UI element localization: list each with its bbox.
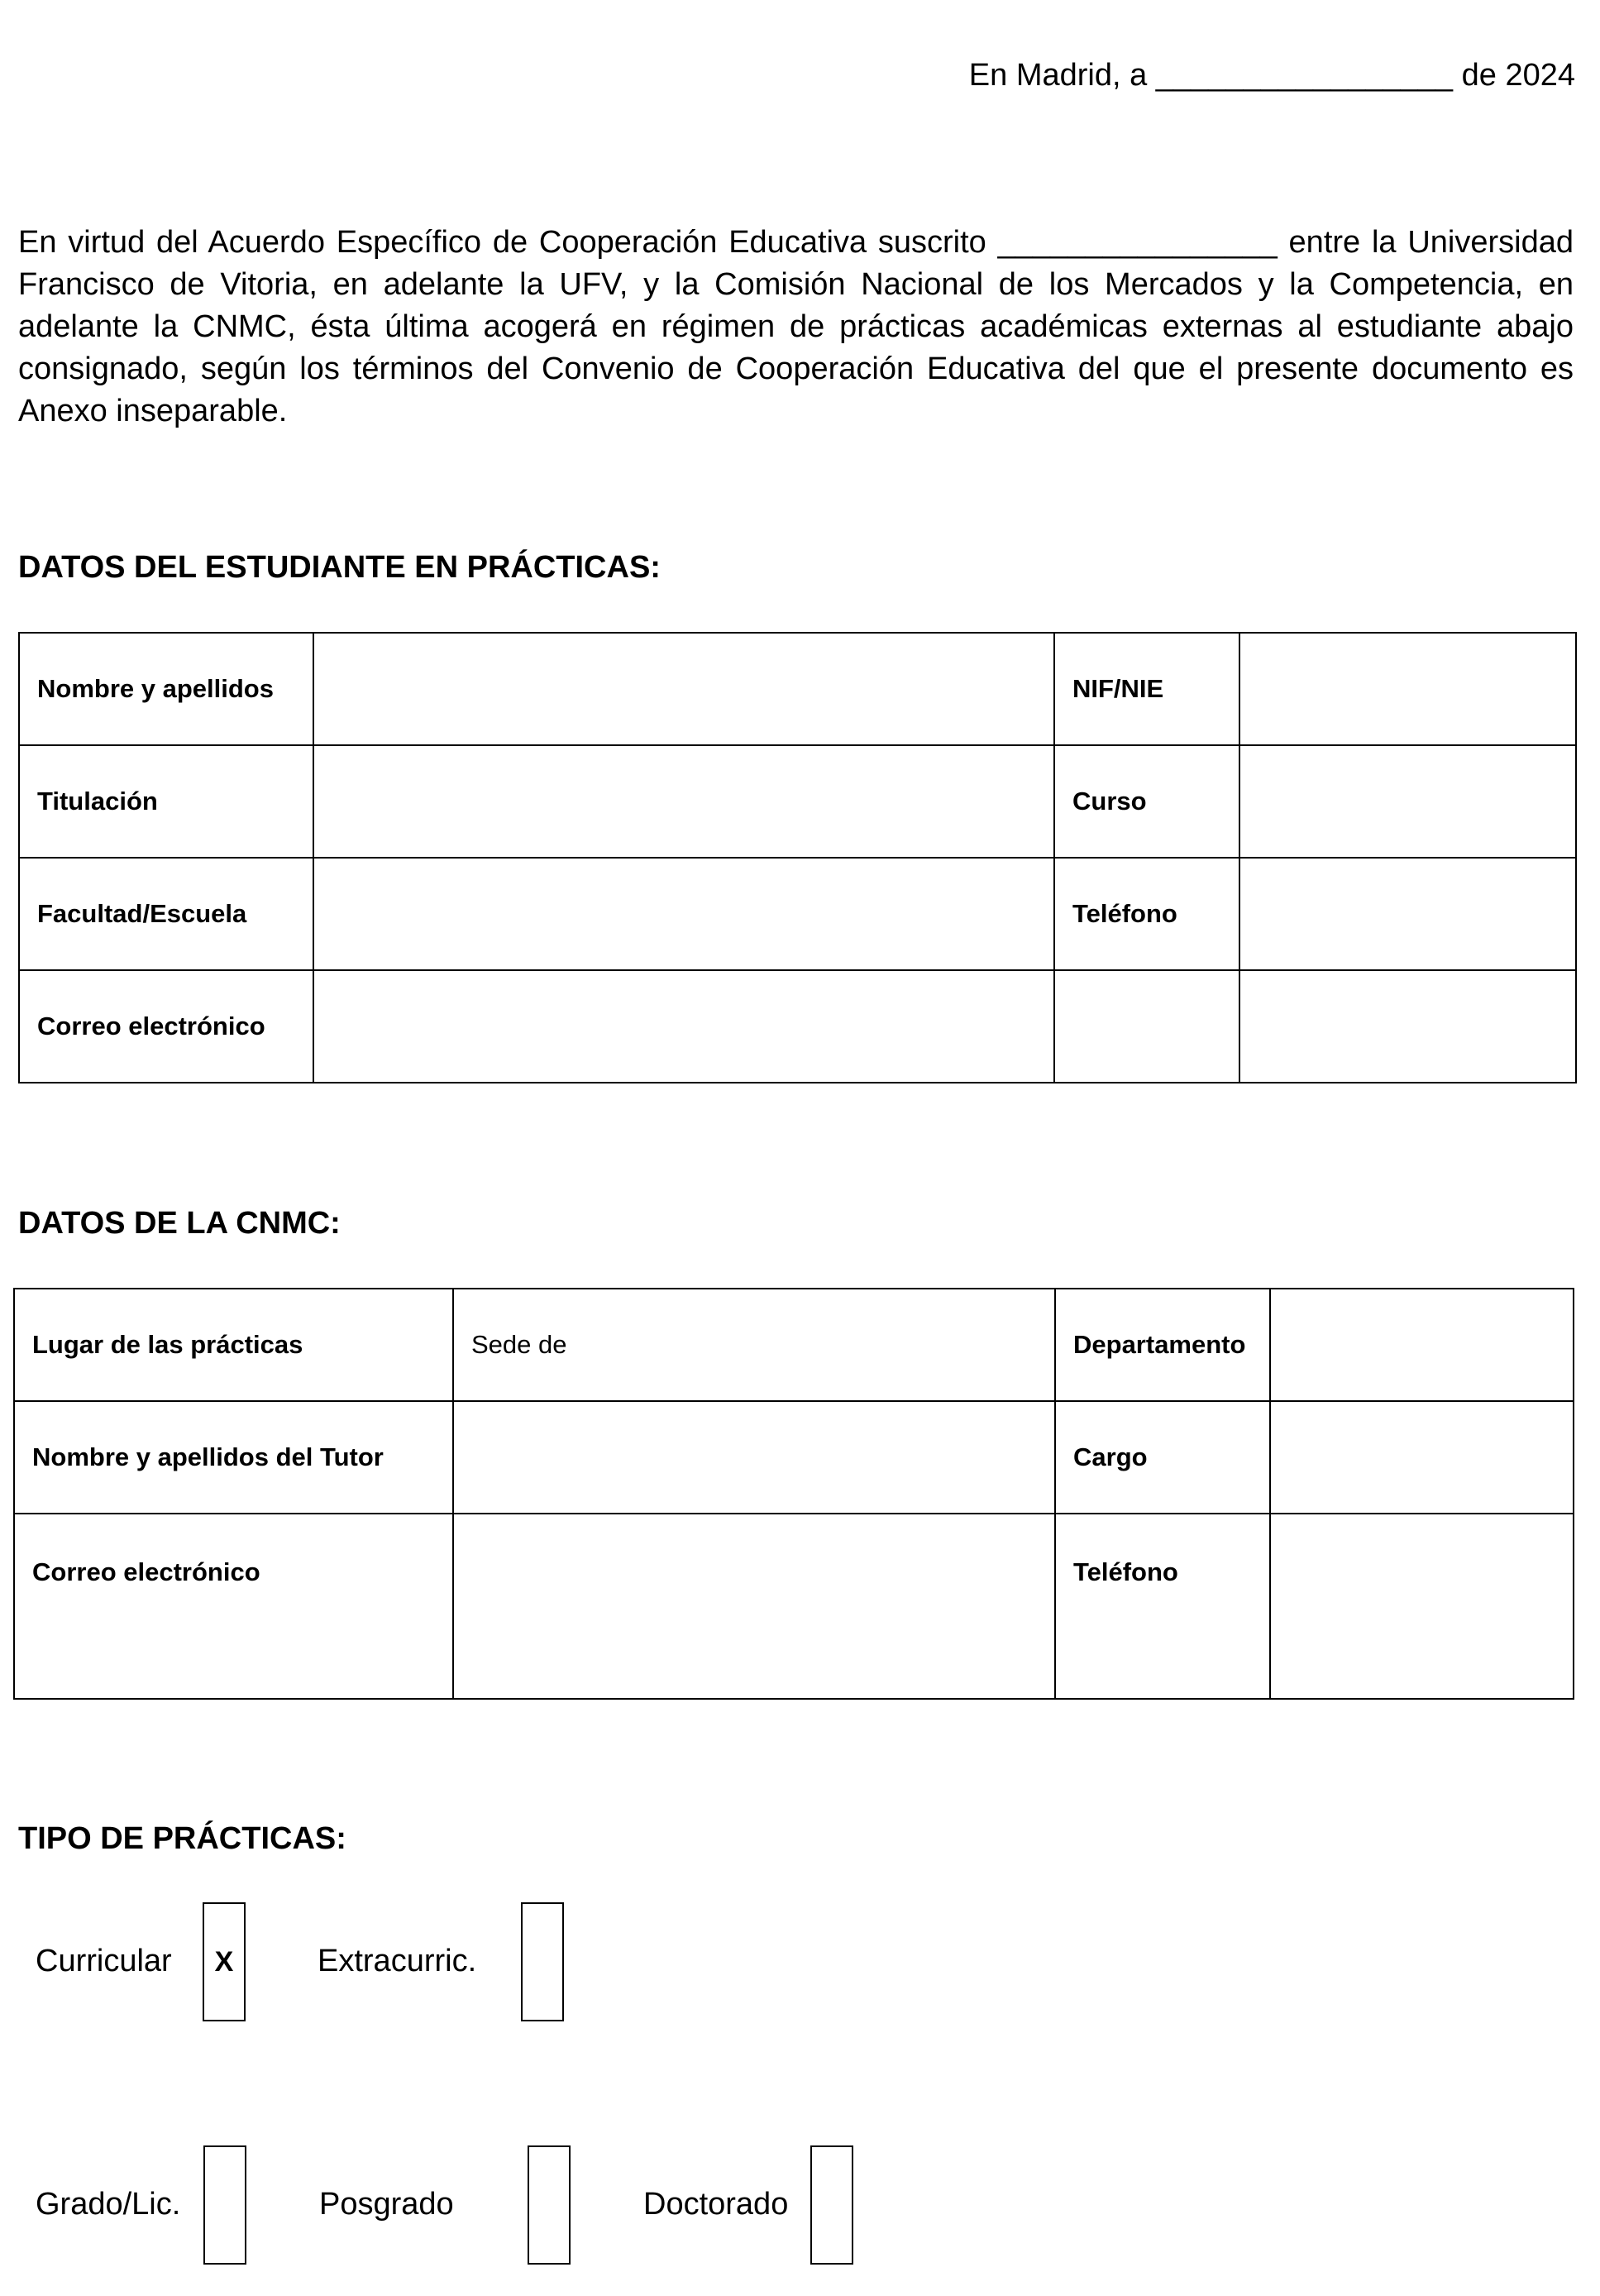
table-row <box>14 1401 1574 1514</box>
student-label-course: Curso <box>1054 745 1239 858</box>
table-row <box>19 858 1576 970</box>
cnmc-location-field[interactable]: Sede de <box>453 1289 1055 1401</box>
extracurricular-checkbox[interactable] <box>521 1902 564 2021</box>
posgrado-label: Posgrado <box>319 2187 454 2222</box>
extracurricular-label: Extracurric. <box>318 1944 477 1978</box>
cnmc-data-table <box>13 1288 1574 1700</box>
student-label-degree: Titulación <box>19 745 313 858</box>
table-row <box>14 1514 1574 1699</box>
posgrado-checkbox[interactable] <box>528 2145 571 2265</box>
curricular-label: Curricular <box>36 1944 172 1978</box>
student-label-faculty: Facultad/Escuela <box>19 858 313 970</box>
cnmc-position-field[interactable] <box>1270 1401 1574 1514</box>
date-line: En Madrid, a _________________ de 2024 <box>968 58 1575 93</box>
student-label-email: Correo electrónico <box>19 970 313 1083</box>
cnmc-department-field[interactable] <box>1270 1289 1574 1401</box>
cnmc-label-tutor: Nombre y apellidos del Tutor <box>14 1401 453 1514</box>
table-row <box>19 633 1576 745</box>
student-degree-field[interactable] <box>313 745 1054 858</box>
cnmc-email-field[interactable] <box>453 1514 1055 1699</box>
student-email-field[interactable] <box>313 970 1054 1083</box>
cnmc-label-phone: Teléfono <box>1055 1514 1270 1699</box>
student-empty-label-cell <box>1054 970 1239 1083</box>
table-row <box>14 1289 1574 1401</box>
student-course-field[interactable] <box>1239 745 1576 858</box>
student-empty-value-cell[interactable] <box>1239 970 1576 1083</box>
student-label-name: Nombre y apellidos <box>19 633 313 745</box>
cnmc-section-heading: DATOS DE LA CNMC: <box>18 1206 341 1241</box>
student-data-table <box>18 632 1577 1083</box>
student-faculty-field[interactable] <box>313 858 1054 970</box>
cnmc-label-position: Cargo <box>1055 1401 1270 1514</box>
cnmc-tutor-field[interactable] <box>453 1401 1055 1514</box>
student-name-field[interactable] <box>313 633 1054 745</box>
student-section-heading: DATOS DEL ESTUDIANTE EN PRÁCTICAS: <box>18 550 661 585</box>
cnmc-label-email: Correo electrónico <box>14 1514 453 1699</box>
student-label-nif: NIF/NIE <box>1054 633 1239 745</box>
grado-checkbox[interactable] <box>203 2145 246 2265</box>
cnmc-label-location: Lugar de las prácticas <box>14 1289 453 1401</box>
intro-paragraph: En virtud del Acuerdo Específico de Cooperación Educativa suscrito ________________ entre la Universidad Francisco de Vitoria, en adelante la UFV, y la Comisión Nacional de los Mercados y la Competencia, en adelante la CNMC, ésta última acogerá en régimen de prácticas académicas externas al estudiante abajo consignado, según los términos del Convenio de Cooperación Educativa del que el presente documento es Anexo inseparable. <box>18 225 1583 428</box>
doctorado-label: Doctorado <box>643 2187 789 2222</box>
student-phone-field[interactable] <box>1239 858 1576 970</box>
practice-type-heading: TIPO DE PRÁCTICAS: <box>18 1821 346 1856</box>
student-nif-field[interactable] <box>1239 633 1576 745</box>
cnmc-label-department: Departamento <box>1055 1289 1270 1401</box>
table-row <box>19 745 1576 858</box>
doctorado-checkbox[interactable] <box>810 2145 853 2265</box>
curricular-checkbox[interactable]: X <box>203 1902 246 2021</box>
cnmc-phone-field[interactable] <box>1270 1514 1574 1699</box>
student-label-phone: Teléfono <box>1054 858 1239 970</box>
grado-label: Grado/Lic. <box>36 2187 181 2222</box>
table-row <box>19 970 1576 1083</box>
